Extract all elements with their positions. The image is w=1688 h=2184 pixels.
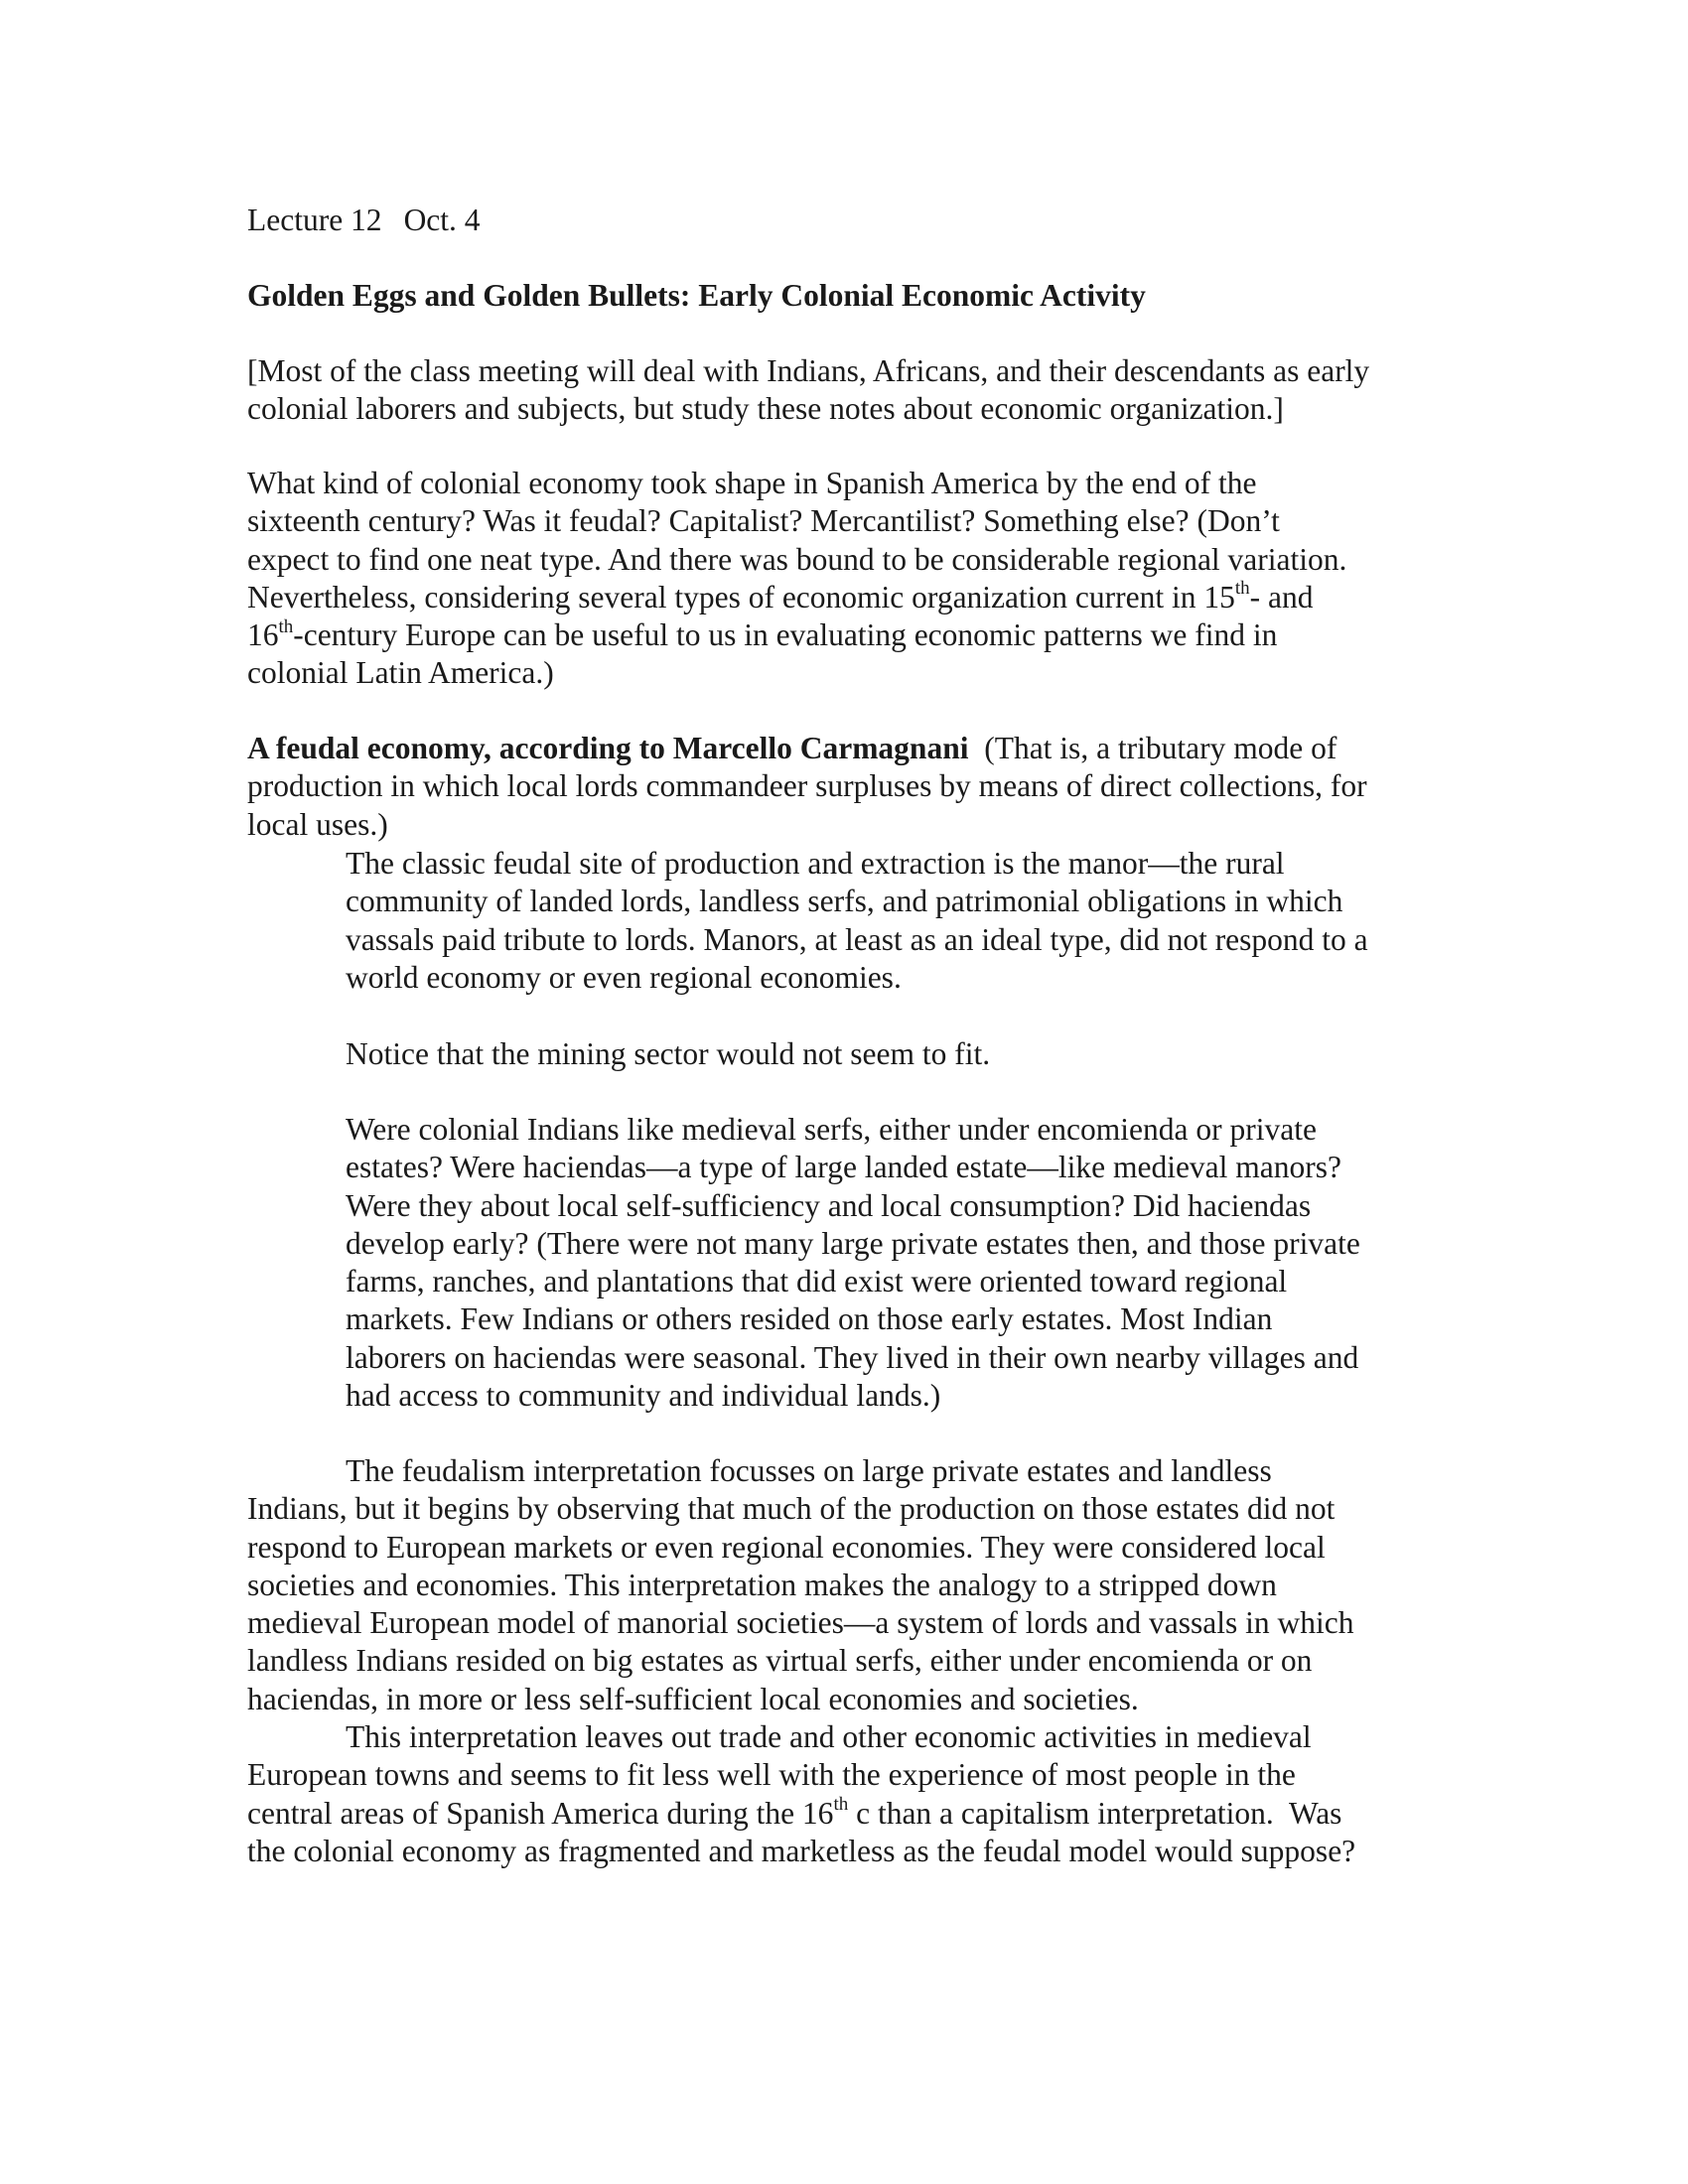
leaves-out-paragraph — [247, 1718, 1469, 1870]
document-title: Golden Eggs and Golden Bullets: Early Colonial Economic Activity — [247, 278, 1146, 313]
interpretation-line: respond to European markets or even regional economies. They were considered local — [247, 1529, 1326, 1565]
leaves-out-line: the colonial economy as fragmented and marketless as the feudal model would suppose? — [247, 1833, 1356, 1868]
serfs-line: markets. Few Indians or others resided on those early estates. Most Indian — [346, 1301, 1273, 1337]
intro-line — [247, 616, 1469, 654]
leaves-out-line — [247, 1718, 1469, 1756]
manor-paragraph — [346, 845, 1469, 997]
lecture-date: Oct. 4 — [403, 203, 481, 237]
intro-paragraph — [247, 465, 1469, 693]
serfs-line: develop early? (There were not many large private estates then, and those private — [346, 1225, 1360, 1261]
interpretation-line: Indians, but it begins by observing that much of the production on those estates did not — [247, 1491, 1336, 1527]
serfs-line: Were colonial Indians like medieval serfs, either under encomienda or private — [346, 1112, 1317, 1147]
serfs-line: farms, ranches, and plantations that did exist were oriented toward regional — [346, 1264, 1288, 1299]
superscript: th — [1234, 578, 1250, 600]
leaves-out-text: central areas of Spanish America during the 16 — [247, 1795, 834, 1831]
mining-note: Notice that the mining sector would not seem to fit. — [346, 1036, 991, 1071]
intro-text: - and — [1249, 579, 1314, 614]
leaves-out-line: European towns and seems to fit less well with the experience of most people in the — [247, 1757, 1296, 1793]
note-line: [Most of the class meeting will deal with Indians, Africans, and their descendants as early — [247, 353, 1370, 388]
leaves-out-text: c than a capitalism interpretation. Was — [848, 1795, 1342, 1831]
intro-line: sixteenth century? Was it feudal? Capitalist? Mercantilist? Something else? (Don’t — [247, 503, 1280, 539]
interpretation-line: medieval European model of manorial societies—a system of lords and vassals in which — [247, 1605, 1354, 1641]
serfs-paragraph — [346, 1111, 1469, 1415]
interpretation-line: landless Indians resided on big estates as virtual serfs, either under encomienda or on — [247, 1643, 1313, 1679]
intro-text: -century Europe can be useful to us in evaluating economic patterns we find in — [293, 617, 1278, 653]
intro-line: expect to find one neat type. And there was bound to be considerable regional variation. — [247, 541, 1347, 577]
leaves-out-text: This interpretation leaves out trade and other economic activities in medieval — [346, 1719, 1312, 1754]
superscript: th — [278, 615, 294, 637]
intro-line — [247, 579, 1469, 616]
feudal-heading-rest: (That is, a tributary mode of — [968, 731, 1337, 765]
manor-line: community of landed lords, landless serfs, and patrimonial obligations in which — [346, 884, 1343, 919]
lecture-number: Lecture 12 — [247, 203, 382, 237]
interpretation-paragraph — [247, 1452, 1469, 1718]
lecture-header — [247, 202, 1469, 239]
feudal-heading: A feudal economy, according to Marcello Carmagnani — [247, 731, 969, 765]
superscript: th — [833, 1794, 849, 1816]
note-line: colonial laborers and subjects, but study these notes about economic organization.] — [247, 391, 1284, 427]
interpretation-line: societies and economies. This interpretation makes the analogy to a stripped down — [247, 1567, 1277, 1602]
interpretation-line: haciendas, in more or less self-sufficient local economies and societies. — [247, 1681, 1139, 1716]
feudal-line: production in which local lords commandeer surpluses by means of direct collections, for — [247, 768, 1367, 804]
feudal-section — [247, 730, 1469, 844]
serfs-line: Were they about local self-sufficiency and local consumption? Did haciendas — [346, 1187, 1312, 1223]
manor-line: The classic feudal site of production and extraction is the manor—the rural — [346, 846, 1285, 881]
manor-line: world economy or even regional economies. — [346, 959, 902, 995]
class-note — [247, 352, 1469, 429]
feudal-line: local uses.) — [247, 806, 388, 842]
interpretation-line — [247, 1452, 1469, 1490]
feudal-heading-line — [247, 730, 1469, 767]
intro-line: colonial Latin America.) — [247, 655, 554, 691]
intro-line: What kind of colonial economy took shape in Spanish America by the end of the — [247, 466, 1257, 500]
leaves-out-line — [247, 1795, 1469, 1833]
interpretation-text: The feudalism interpretation focusses on large private estates and landless — [346, 1453, 1272, 1488]
serfs-line: laborers on haciendas were seasonal. They lived in their own nearby villages and — [346, 1339, 1359, 1375]
intro-text: Nevertheless, considering several types of economic organization current in 15 — [247, 579, 1235, 614]
serfs-line: had access to community and individual lands.) — [346, 1378, 941, 1414]
intro-text: 16 — [247, 617, 279, 653]
serfs-line: estates? Were haciendas—a type of large landed estate—like medieval manors? — [346, 1150, 1342, 1185]
manor-line: vassals paid tribute to lords. Manors, at least as an ideal type, did not respond to a — [346, 921, 1368, 957]
